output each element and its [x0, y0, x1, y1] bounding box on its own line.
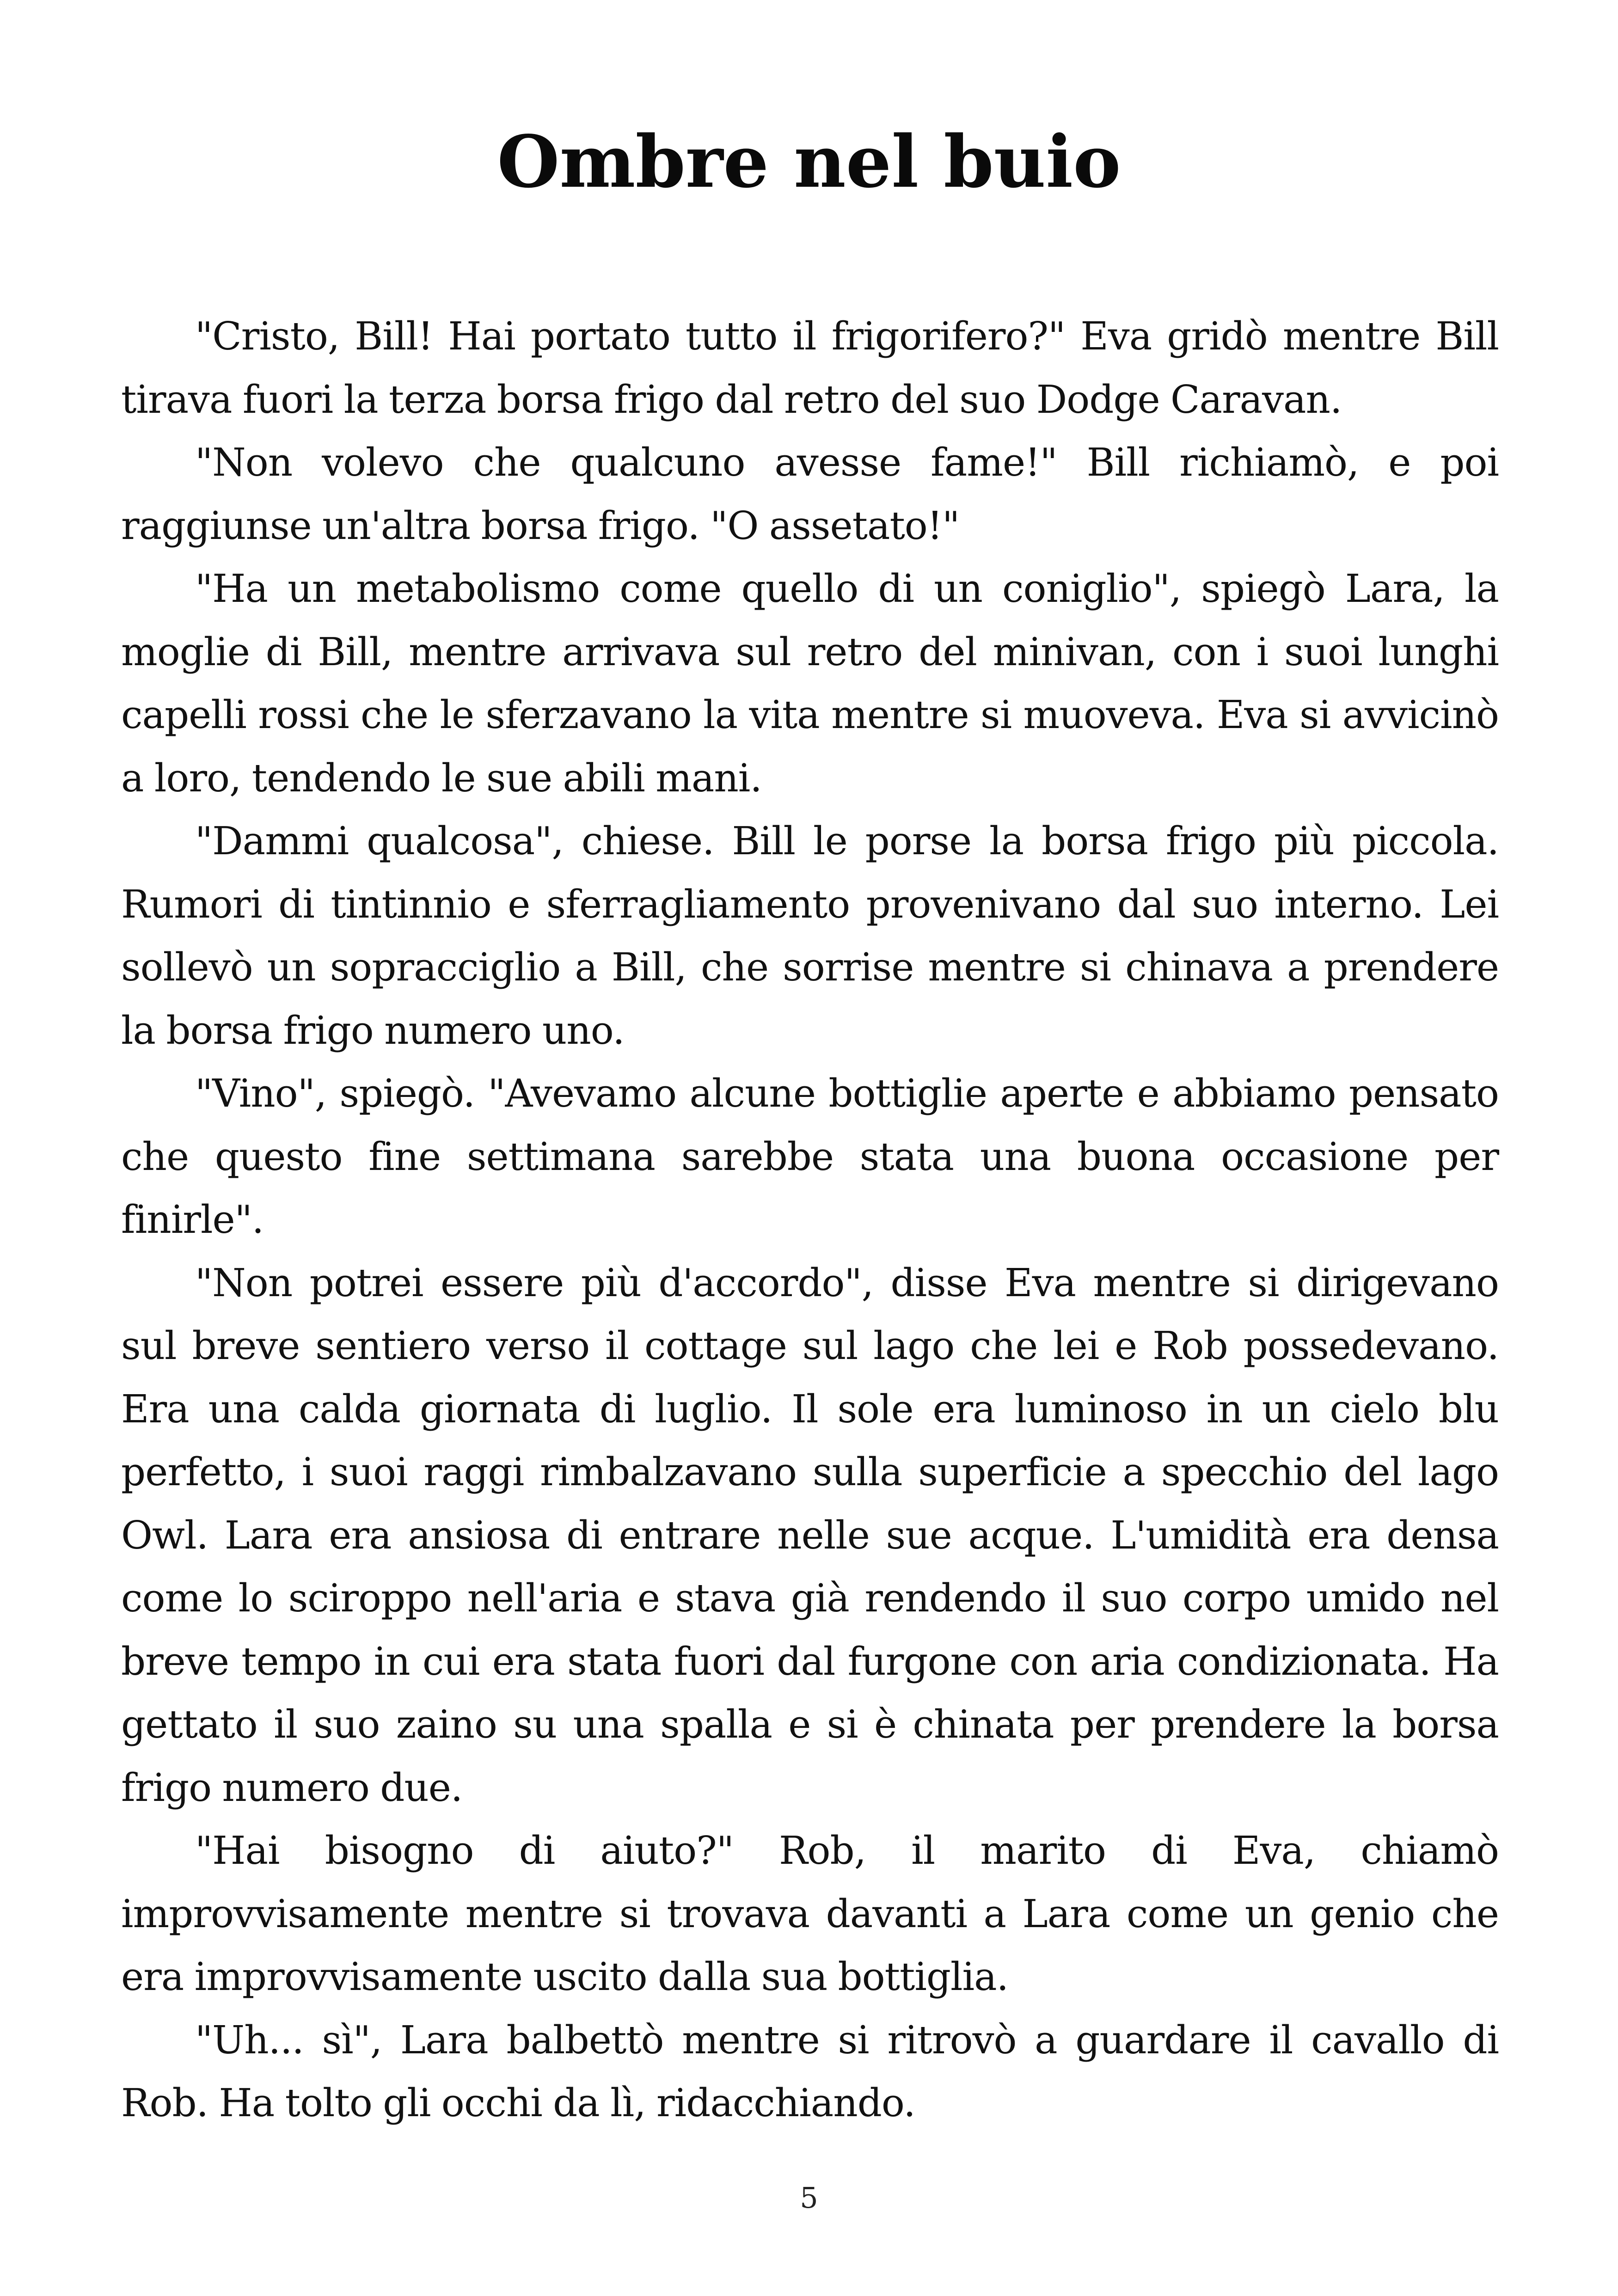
paragraph: "Non volevo che qualcuno avesse fame!" Bill richiamò, e poi raggiunse un'altra borsa frigo. "O assetato!" — [121, 440, 1499, 548]
paragraph: "Cristo, Bill! Hai portato tutto il frigorifero?" Eva gridò mentre Bill tirava fuori la terza borsa frigo dal retro del suo Dodge Caravan. — [121, 314, 1499, 422]
paragraph: "Hai bisogno di aiuto?" Rob, il marito di Eva, chiamò improvvisamente mentre si trovava davanti a Lara come un genio che era improvvisamente uscito dalla sua bottiglia. — [121, 1828, 1499, 1999]
paragraph: "Uh... sì", Lara balbettò mentre si ritrovò a guardare il cavallo di Rob. Ha tolto gli occhi da lì, ridacchiando. — [121, 2017, 1499, 2125]
paragraph: "Dammi qualcosa", chiese. Bill le porse la borsa frigo più piccola. Rumori di tintinnio e sferragliamento provenivano dal suo interno. Lei sollevò un sopracciglio a Bill, che sorrise mentre si chinava a prendere la borsa frigo numero uno. — [121, 819, 1499, 1053]
paragraph: "Non potrei essere più d'accordo", disse Eva mentre si dirigevano sul breve sentiero verso il cottage sul lago che lei e Rob possedevano. Era una calda giornata di luglio. Il sole era luminoso in un cielo blu perfetto, i suoi raggi rimbalzavano sulla superficie a specchio del lago Owl. Lara era ansiosa di entrare nelle sue acque. L'umidità era densa come lo sciroppo nell'aria e stava già rendendo il suo corpo umido nel breve tempo in cui era stata fuori dal furgone con aria condizionata. Ha gettato il suo zaino su una spalla e si è chinata per prendere la borsa frigo numero due. — [121, 1260, 1499, 1810]
chapter-title: Ombre nel buio — [497, 119, 1121, 204]
page-number: 5 — [800, 2181, 818, 2215]
paragraph: "Vino", spiegò. "Avevamo alcune bottiglie aperte e abbiamo pensato che questo fine settimana sarebbe stata una buona occasione per finirle". — [121, 1071, 1499, 1242]
paragraph: "Ha un metabolismo come quello di un coniglio", spiegò Lara, la moglie di Bill, mentre arrivava sul retro del minivan, con i suoi lunghi capelli rossi che le sferzavano la vita mentre si muoveva. Eva si avvicinò a loro, tendendo le sue abili mani. — [121, 566, 1499, 801]
chapter-body — [121, 305, 1499, 2135]
